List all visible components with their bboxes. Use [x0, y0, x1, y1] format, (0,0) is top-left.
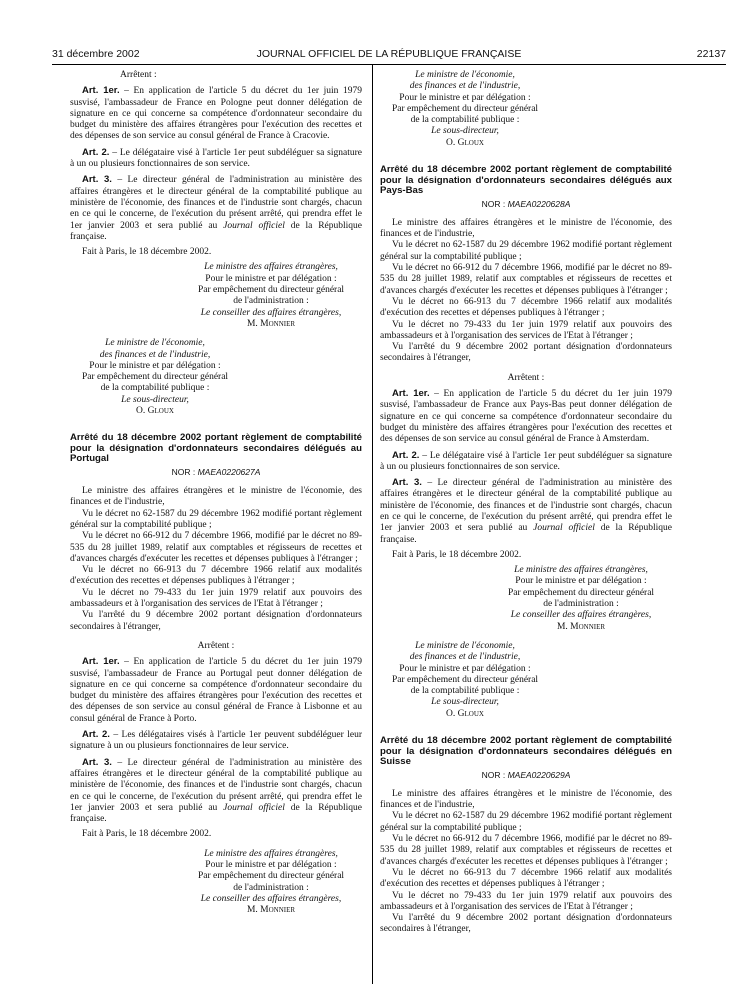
visa-line: Vu le décret no 66-913 du 7 décembre 1966 relatif aux modalités d'exécution des recettes et dépenses publiques à l'étranger ;: [70, 565, 362, 587]
header-rule: [52, 64, 726, 65]
article-label: Art. 2.: [82, 146, 110, 158]
header-date: 31 décembre 2002: [52, 48, 140, 60]
visa-line: Vu le décret no 79-433 du 1er juin 1979 relatif aux pouvoirs des ambassadeurs et à l'organisation des services de l'Etat à l'étranger ;: [380, 890, 672, 912]
nor-reference: NOR : MAEA0220629A: [481, 769, 571, 780]
decree-title: Arrêté du 18 décembre 2002 portant règlement de comptabilité pour la désignation d'ordonnateurs secondaires délégués en Suisse: [380, 735, 672, 768]
visa-line: Vu le décret no 62-1587 du 29 décembre 1962 modifié portant règlement général sur la comptabilité publique ;: [380, 811, 672, 833]
arretent: Arrêtent :: [120, 70, 157, 80]
article-3: Art. 3. – Le directeur général de l'administration au ministère des affaires étrangères et le directeur général de la comptabilité publique au ministère de l'économie, des finances et de l'industrie sont chargés, chacun en ce qui le concerne, de l'exécution du présent arrêté, qui prendra effet le 1er janvier 2003 et sera publié au Journal officiel de la République française.: [70, 174, 362, 242]
article-label: Art. 3.: [82, 174, 112, 186]
article-3: Art. 3. – Le directeur général de l'administration au ministère des affaires étrangères et le directeur général de la comptabilité publique au ministère de l'économie, des finances et de l'industrie sont chargés, chacun en ce qui le concerne, de l'exécution du présent arrêté, qui prendra effet le 1er janvier 2003 et sera publié au Journal officiel de la République française.: [70, 756, 362, 825]
fait-a-paris: Fait à Paris, le 18 décembre 2002.: [82, 247, 212, 258]
fait-a-paris: Fait à Paris, le 18 décembre 2002.: [392, 549, 522, 560]
arretent: Arrêtent :: [507, 372, 545, 383]
page-number: 22137: [696, 48, 726, 60]
article-2: Art. 2. – Les délégataires visés à l'article 1er peuvent subdéléguer leur signature à un ou plusieurs fonctionnaires de leur service.: [70, 729, 362, 752]
arretent: Arrêtent :: [197, 640, 235, 651]
nor-reference: NOR : MAEA0220628A: [481, 198, 571, 209]
decree-title: Arrêté du 18 décembre 2002 portant règlement de comptabilité pour la désignation d'ordonnateurs secondaires délégués aux Pays-Bas: [380, 164, 672, 197]
visa-line: Vu le décret no 66-912 du 7 décembre 1966, modifié par le décret no 89-535 du 28 juillet 1989, relatif aux comptables et régisseurs de recettes et d'avances chargés d'exécuter les recettes et dépenses publiques à l'étranger ;: [70, 531, 362, 564]
visa-line: Vu l'arrêté du 9 décembre 2002 portant désignation d'ordonnateurs secondaires à l'étranger,: [70, 610, 362, 632]
journal-title: JOURNAL OFFICIEL DE LA RÉPUBLIQUE FRANÇAISE: [256, 48, 522, 60]
visa-line: Vu le décret no 66-913 du 7 décembre 1966 relatif aux modalités d'exécution des recettes et dépenses publiques à l'étranger ;: [380, 867, 672, 890]
fait-a-paris: Fait à Paris, le 18 décembre 2002.: [82, 829, 212, 840]
visa-line: Vu le décret no 79-433 du 1er juin 1979 relatif aux pouvoirs des ambassadeurs et à l'organisation des services de l'Etat à l'étranger ;: [70, 587, 362, 610]
left-column: [70, 70, 362, 917]
visa-line: Le ministre des affaires étrangères et le ministre de l'économie, des finances et de l'industrie,: [380, 217, 672, 240]
visa-line: Vu l'arrêté du 9 décembre 2002 portant désignation d'ordonnateurs secondaires à l'étranger,: [380, 342, 672, 364]
visa-line: Vu le décret no 62-1587 du 29 décembre 1962 modifié portant règlement général sur la comptabilité publique ;: [70, 508, 362, 530]
signature-block: Le ministre de l'économie, des finances et de l'industrie, Pour le ministre et par délégation : Par empêchement du directeur général de la comptabilité publique : Le sous-directeur, O. Gloux: [391, 640, 539, 719]
visa-line: Vu le décret no 79-433 du 1er juin 1979 relatif aux pouvoirs des ambassadeurs et à l'organisation des services de l'Etat à l'étranger ;: [380, 319, 672, 341]
visa-line: Vu l'arrêté du 9 décembre 2002 portant désignation d'ordonnateurs secondaires à l'étranger,: [380, 913, 672, 935]
visa-line: Vu le décret no 66-913 du 7 décembre 1966 relatif aux modalités d'exécution des recettes et dépenses publiques à l'étranger ;: [380, 296, 672, 319]
article-3: Art. 3. – Le directeur général de l'administration au ministère des affaires étrangères et le directeur général de la comptabilité publique au ministère de l'économie, des finances et de l'industrie sont chargés, chacun en ce qui le concerne, de l'exécution du présent arrêté, qui prendra effet le 1er janvier 2003 et sera publié au Journal officiel de la République française.: [380, 477, 672, 545]
signature-block: Le ministre de l'économie, des finances et de l'industrie, Pour le ministre et par délégation : Par empêchement du directeur général de la comptabilité publique : Le sous-directeur, O. Gloux: [81, 338, 229, 417]
signature-block: Le ministre des affaires étrangères, Pour le ministre et par délégation : Par empêchement du directeur général de l'administration : Le conseiller des affaires étrangères, M. Monnier: [507, 565, 655, 632]
signature-block: Le ministre de l'économie, des finances et de l'industrie, Pour le ministre et par délégation : Par empêchement du directeur général de la comptabilité publique : Le sous-directeur, O. Gloux: [391, 70, 539, 148]
visa-line: Vu le décret no 66-912 du 7 décembre 1966, modifié par le décret no 89-535 du 28 juillet 1989, relatif aux comptables et régisseurs de recettes et d'avances chargés d'exécuter les recettes et dépenses publiques à l'étranger ;: [380, 263, 672, 296]
column-divider: [372, 64, 373, 984]
page-header: [52, 48, 726, 62]
signature-block: Le ministre des affaires étrangères, Pour le ministre et par délégation : Par empêchement du directeur général de l'administration : Le conseiller des affaires étrangères, M. Monnier: [197, 848, 345, 916]
article-2: Art. 2. – Le délégataire visé à l'article 1er peut subdéléguer sa signature à un ou plusieurs fonctionnaires de son service.: [70, 146, 362, 170]
decree-title: Arrêté du 18 décembre 2002 portant règlement de comptabilité pour la désignation d'ordonnateurs secondaires délégués au Portugal: [70, 432, 362, 465]
visa-line: Vu le décret no 66-912 du 7 décembre 1966, modifié par le décret no 89-535 du 28 juillet 1989, relatif aux comptables et régisseurs de recettes et d'avances chargés d'exécuter les recettes et dépenses publiques à l'étranger ;: [380, 834, 672, 867]
right-column: [380, 70, 672, 936]
visa-line: Le ministre des affaires étrangères et le ministre de l'économie, des finances et de l'industrie,: [70, 486, 362, 508]
signature-block: Le ministre des affaires étrangères, Pour le ministre et par délégation : Par empêchement du directeur général de l'administration : Le conseiller des affaires étrangères, M. Monnier: [197, 262, 345, 329]
nor-reference: NOR : MAEA0220627A: [171, 466, 261, 477]
article-1: Art. 1er. – En application de l'article 5 du décret du 1er juin 1979 susvisé, l'ambassadeur de France aux Pays-Bas peut donner délégation de signature en ce qui concerne sa compétence d'ordonnateur secondaire du budget du ministère des affaires étrangères pour l'exécution des recettes et des dépenses de son service au consul général de France à Amsterdam.: [380, 388, 672, 445]
article-label: Art. 1er.: [82, 85, 120, 97]
article-1: Art. 1er. – En application de l'article 5 du décret du 1er juin 1979 susvisé, l'ambassadeur de France au Portugal peut donner délégation de signature en ce qui concerne sa compétence d'ordonnateur secondaire du budget du ministère des affaires étrangères pour l'exécution des recettes et des dépenses de son service au consul général de France à Lisbonne et au consul général de France à Porto.: [70, 656, 362, 724]
article-1: Art. 1er. – En application de l'article 5 du décret du 1er juin 1979 susvisé, l'ambassadeur de France en Pologne peut donner délégation de signature en ce qui concerne sa compétence d'ordonnateur secondaire du budget du ministère des affaires étrangères pour l'exécution des recettes et des dépenses de son service au consul général de France à Cracovie.: [70, 85, 362, 142]
article-2: Art. 2. – Le délégataire visé à l'article 1er peut subdéléguer sa signature à un ou plusieurs fonctionnaires de son service.: [380, 449, 672, 472]
visa-line: Vu le décret no 62-1587 du 29 décembre 1962 modifié portant règlement général sur la comptabilité publique ;: [380, 240, 672, 262]
visa-line: Le ministre des affaires étrangères et le ministre de l'économie, des finances et de l'industrie,: [380, 788, 672, 811]
